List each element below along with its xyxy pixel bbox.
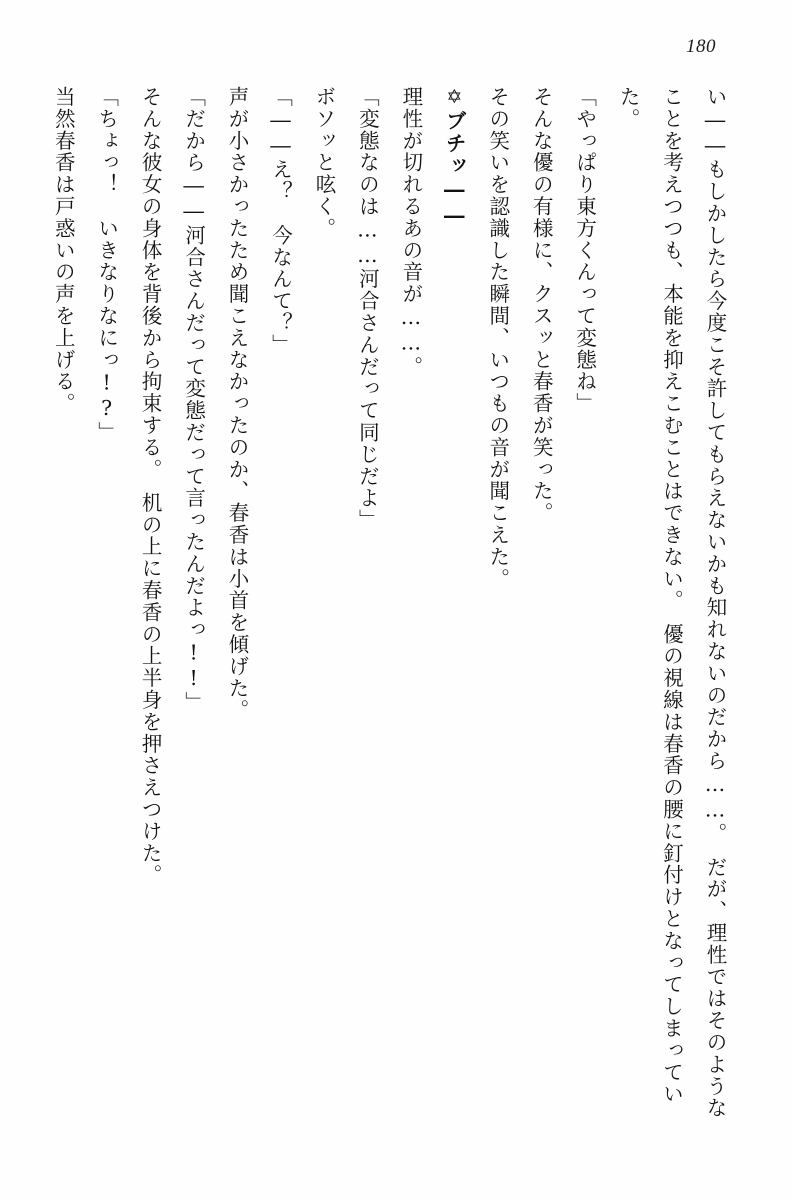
paragraph: 「ちょっ！ いきなりなにっ!?」 [94, 86, 119, 444]
sound-effect-text: ブチッ―― [442, 110, 467, 230]
paragraph: い――もしかしたら今度こそ許してもらえないかも知れないのだから……。 だが、理性ではそのようなことを考えつつも、本能を抑えこむことはできない。 優の視線は春香の腰に釘付けとなってしまっていた。 [616, 86, 727, 1120]
page-number: 180 [686, 36, 716, 57]
paragraph: 当然春香は戸惑いの声を上げる。 [51, 86, 76, 415]
paragraph: 声が小さかったため聞こえなかったのか、春香は小首を傾げた。 [225, 86, 250, 722]
body-text-vertical [51, 86, 736, 1126]
paragraph: ボソッと呟く。 [311, 86, 336, 240]
paragraph: 「――え？ 今なんて？」 [268, 86, 293, 356]
paragraph: 「だから――河合さんだって変態だって言ったんだよっ!!」 [181, 86, 206, 714]
paragraph: 「変態なのは……河合さんだって同じだよ」 [355, 86, 380, 531]
paragraph: 「やっぱり東方くんって変態ね」 [572, 86, 597, 415]
paragraph: その笑いを認識した瞬間、いつもの音が聞こえた。 [485, 86, 510, 590]
sparkle-burst-icon: ✡ [443, 86, 466, 110]
sound-effect-paragraph [432, 86, 475, 1126]
paragraph: そんな優の有様に、クスッと春香が笑った。 [529, 86, 554, 524]
paragraph: 理性が切れるあの音が……。 [398, 86, 423, 378]
paragraph: そんな彼女の身体を背後から拘束する。 机の上に春香の上半身を押さえつけた。 [138, 86, 163, 887]
